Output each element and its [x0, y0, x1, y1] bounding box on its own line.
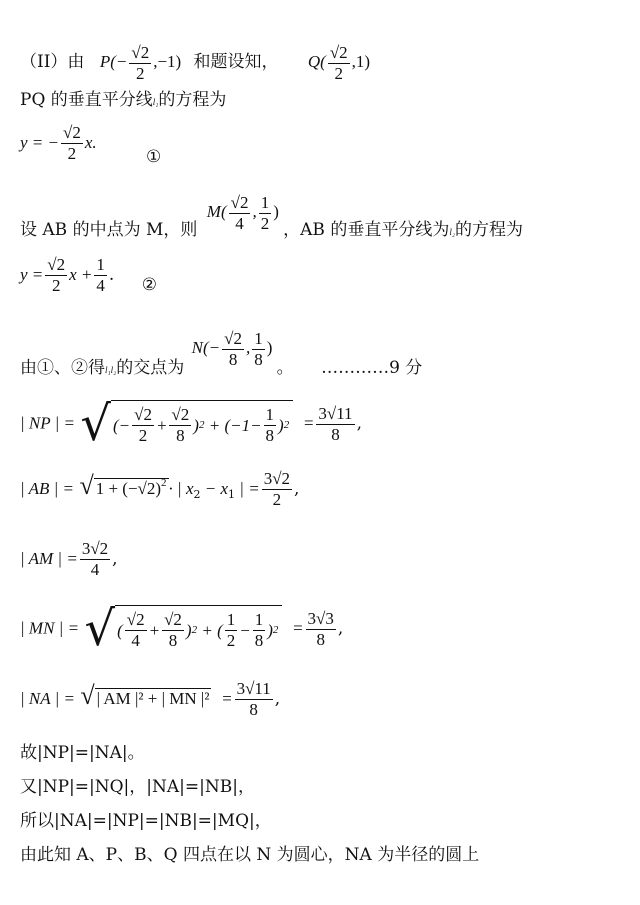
sqrt-expression: √ | AM |² + | MN |² — [80, 680, 210, 710]
line-midpoint-m: 设 AB 的中点为 M，则 M( $\frac{√2}{4}$ , $\frac{1}{2}$ ) ，AB 的垂直平分线为l₂的方程为 — [20, 192, 523, 240]
subscript-l1: l₁ — [152, 97, 159, 107]
equation-2: y = $\frac{√2}{2}$ x + $\frac{1}{4}$ . ② — [20, 255, 157, 295]
line-intersection-n: 由①、②得l₁l₂的交点为 N(− $\frac{√2}{8}$ , $\frac{1}{8}$ ) 。 …………9 分 — [20, 328, 423, 378]
sqrt-expression: √ ( $\frac{√2}{4}$ + $\frac{√2}{8}$ ) 2 + ( $\frac{1}{2}$ − $\frac{1}{8}$ ) 2 — [84, 605, 282, 653]
equation-marker-1: ① — [146, 146, 162, 167]
sqrt-expression: √ $1 + (-√2)^2$ — [79, 470, 167, 500]
conclusion-3: 所以|NA|=|NP|=|NB|=|MQ|， — [20, 811, 272, 831]
sqrt-expression: √ (− $\frac{√2}{2}$ + $\frac{√2}{8}$ ) 2 + (−1− $\frac{1}{8}$ ) 2 — [80, 400, 293, 448]
line-given-points — [20, 28, 370, 82]
conclusion-4: 由此知 A、P、B、Q 四点在以 N 为圆心，NA 为半径的圆上 — [20, 845, 480, 865]
text-given: （II）由 — [20, 52, 85, 72]
point-q: Q( $\frac{√2}{2}$ ,1) — [307, 42, 371, 83]
fraction: $\frac{√2}{2}$ — [131, 42, 150, 83]
text-and-conditions: 和题设知， — [193, 52, 279, 72]
conclusion-1: 故|NP|=|NA|。 — [20, 743, 145, 763]
point-p: P(− $\frac{√2}{2}$ ,−1) — [99, 42, 182, 83]
equation-np: | NP | = √ (− $\frac{√2}{2}$ + $\frac{√2}{8}$ ) 2 + (−1− $\frac{1}{8}$ ) 2 = $\frac{3√11}{8}$ , — [20, 396, 362, 452]
subscript-l2: l₂ — [449, 227, 455, 237]
fraction: $\frac{√2}{2}$ — [63, 123, 81, 163]
equation-mn: | MN | = √ ( $\frac{√2}{4}$ + $\frac{√2}{8}$ ) 2 + ( $\frac{1}{2}$ − $\frac{1}{8}$ ) 2 = $\frac{3√3}{8}$ , — [20, 601, 344, 657]
point-m: M( $\frac{√2}{4}$ , $\frac{1}{2}$ ) — [206, 192, 279, 233]
equation-1: y = − $\frac{√2}{2}$ x. ① — [20, 123, 162, 167]
fraction: $\frac{√2}{2}$ — [329, 42, 348, 83]
equation-na: | NA | = √ | AM |² + | MN |² = $\frac{3√11}{8}$ , — [20, 679, 281, 719]
score-marker: …………9 分 — [321, 358, 423, 378]
point-n: N(− $\frac{√2}{8}$ , $\frac{1}{8}$ ) — [191, 328, 273, 369]
line-perp-bisector-pq: PQ 的垂直平分线l₁的方程为 — [20, 90, 227, 110]
equation-marker-2: ② — [141, 274, 157, 295]
equation-ab: | AB | = √ $1 + (-√2)^2$ · | $x_2 - x_1$ | = $\frac{3√2}{2}$ , — [20, 469, 300, 509]
conclusion-2: 又|NP|=|NQ|，|NA|=|NB|， — [20, 777, 255, 797]
equation-am: | AM | = $\frac{3√2}{4}$ , — [20, 539, 118, 579]
